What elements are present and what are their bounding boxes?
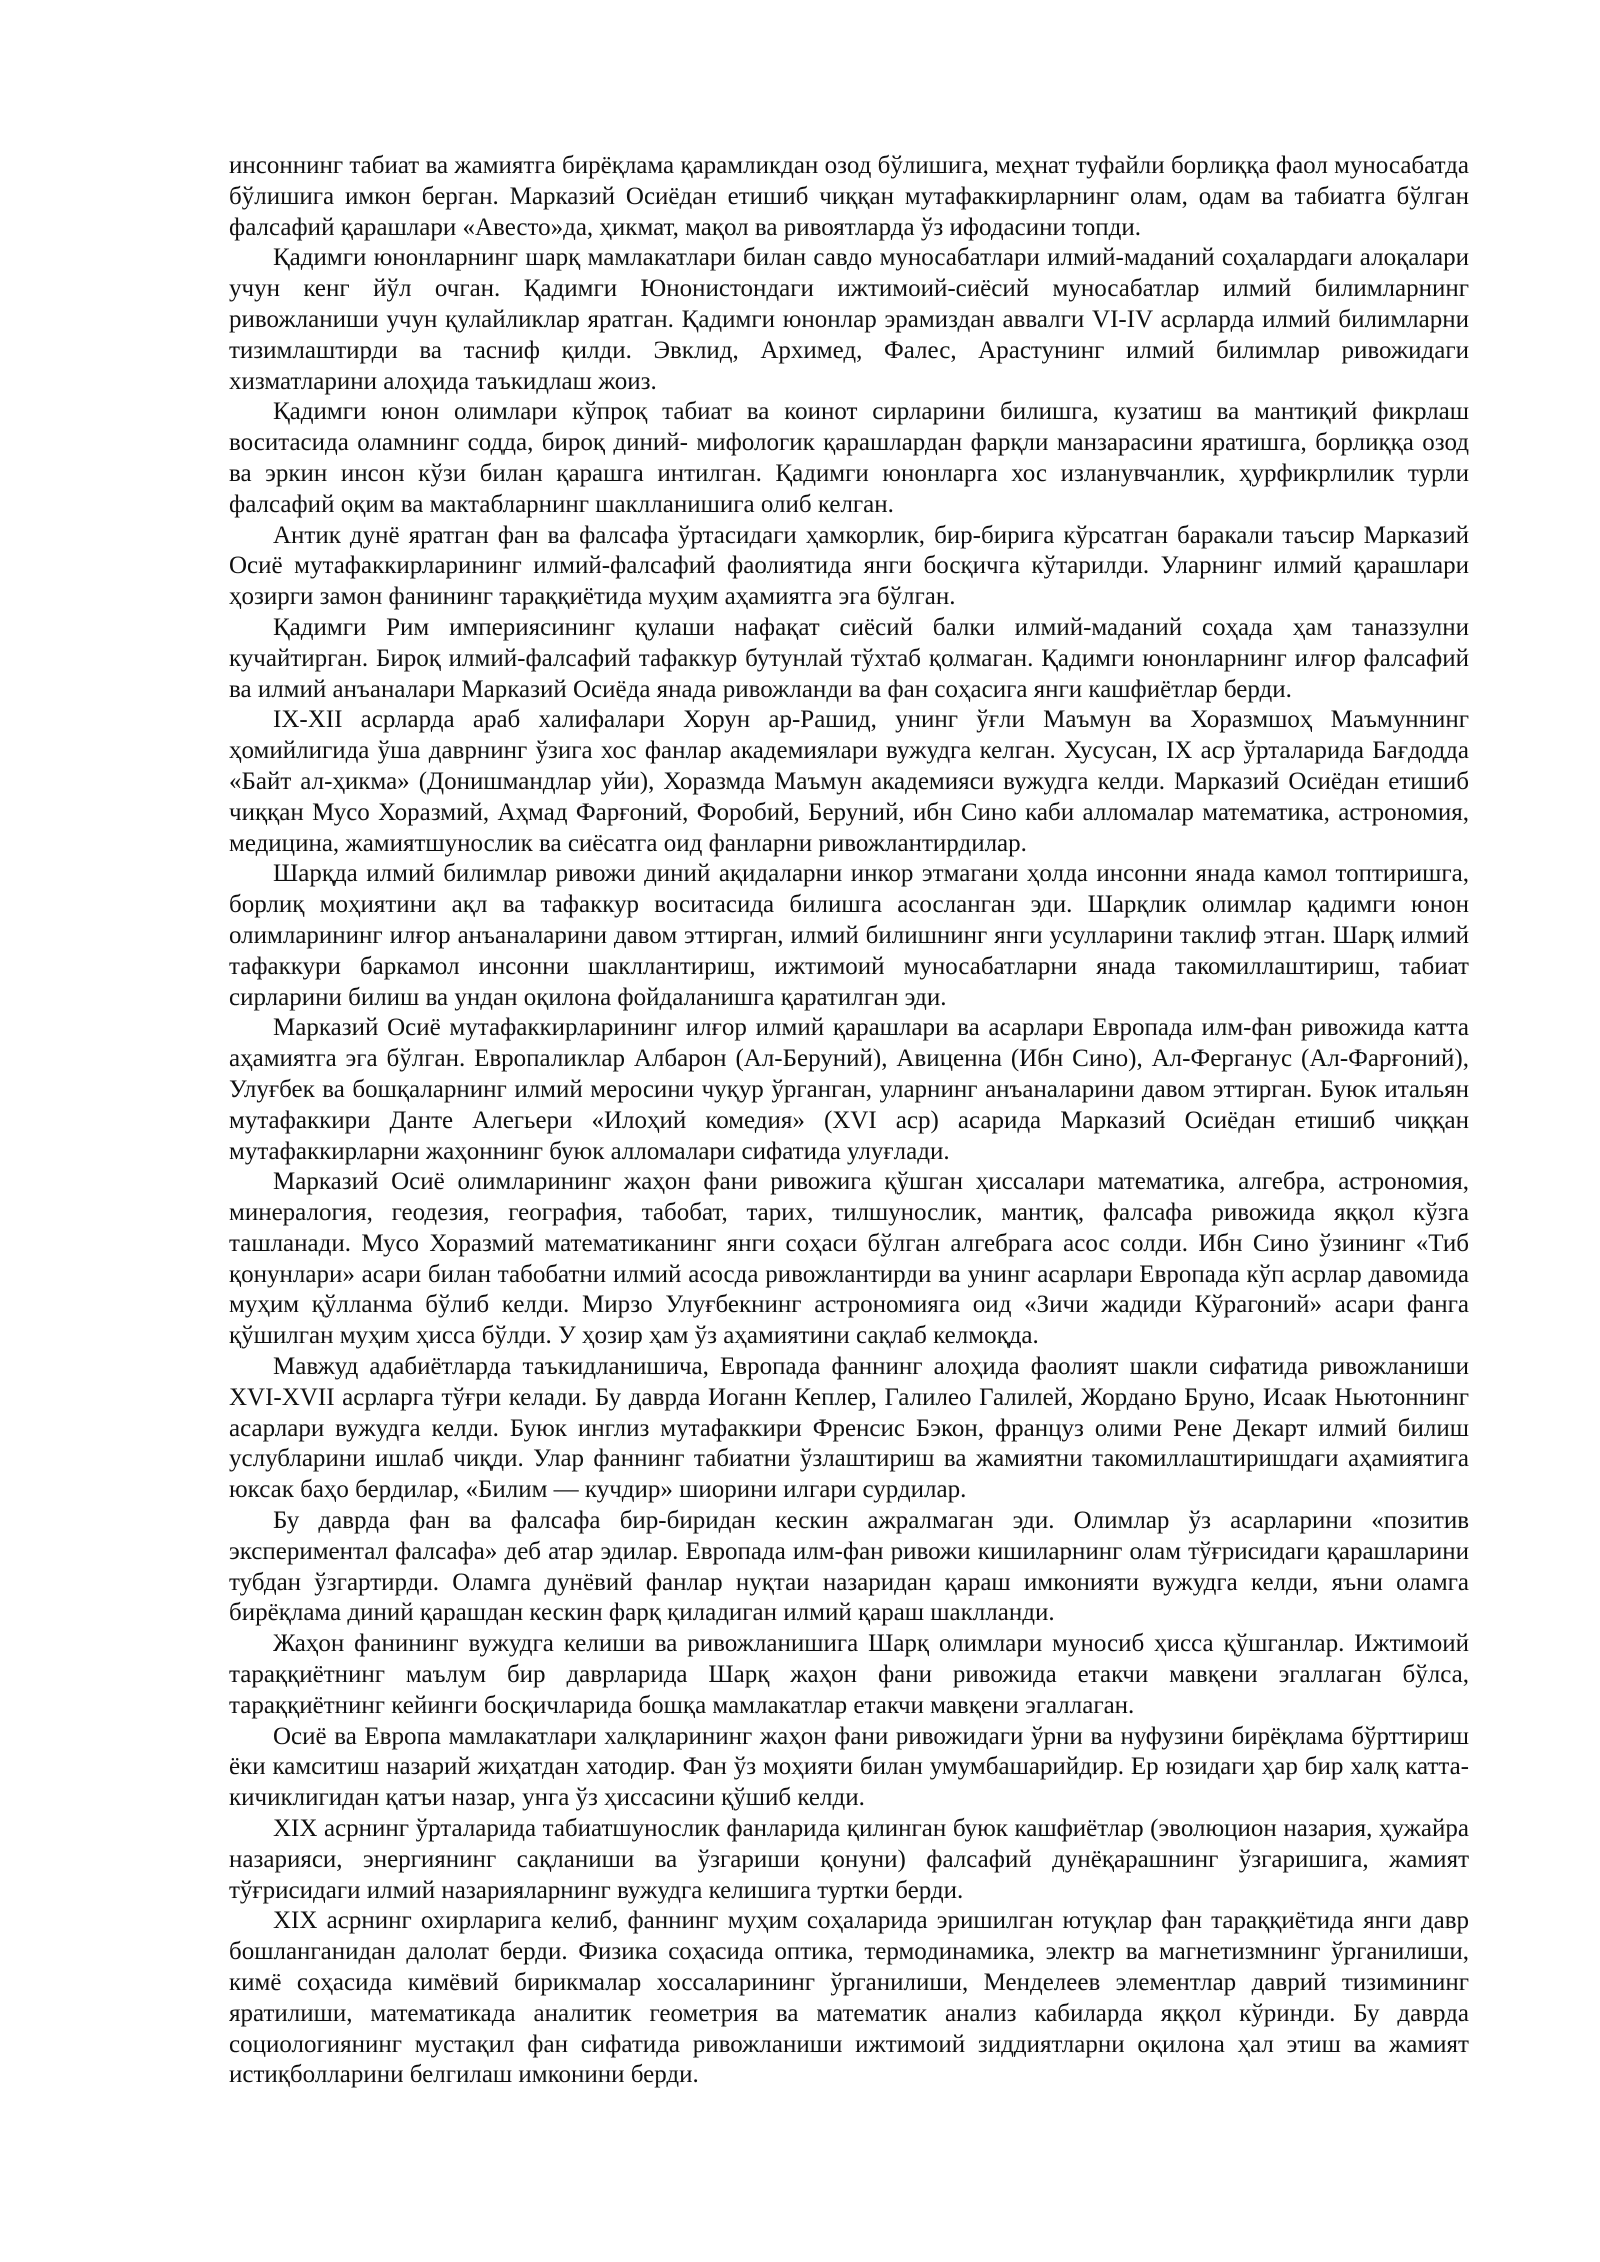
paragraph-7: Шарқда илмий билимлар ривожи диний ақидаларни инкор этмагани ҳолда инсонни янада камол топтиришга, борлиқ моҳиятини ақл ва тафаккур воситасида билишга асосланган эди. Шарқлик олимлар қадимги юнон олимларининг илғор анъаналарини давом эттирган, илмий билишнинг янги усулларини таклиф этган. Шарқ илмий тафаккури баркамол инсонни шакллантириш, ижтимоий муносабатларни янада такомиллаштириш, табиат сирларини билиш ва ундан оқилона фойдаланишга қаратилган эди. [229,860,1469,1011]
paragraph-4: Антик дунё яратган фан ва фалсафа ўртасидаги ҳамкорлик, бир-бирига кўрсатган баракали таъсир Марказий Осиё мутафаккирларининг илмий-фалсафий фаолиятида янги босқичга кўтарилди. Уларнинг илмий қарашлари ҳозирги замон фанининг тараққиётида муҳим аҳамиятга эга бўлган. [229,521,1469,611]
paragraph-14: XIX асрнинг ўрталарида табиатшунослик фанларида қилинган буюк кашфиётлар (эволюцион назария, ҳужайра назарияси, энергиянинг сақланиши ва ўзгариши қонуни) фалсафий дунёқарашнинг ўзгаришига, жамият тўғрисидаги илмий назарияларнинг вужудга келишига туртки берди. [229,1815,1469,1904]
document-page [229,151,1469,2091]
paragraph-2: Қадимги юнонларнинг шарқ мамлакатлари билан савдо муносабатлари илмий-маданий соҳалардаги алоқалари учун кенг йўл очган. Қадимги Юнонистондаги ижтимоий-сиёсий муносабатлар илмий билимларнинг ривожланиши учун қулайликлар яратган. Қадимги юнонлар эрамиздан аввалги VI-IV асрларда илмий билимларни тизимлаштирди ва тасниф қилди. Эвклид, Архимед, Фалес, Арастунинг илмий билимлар ривожидаги хизматларини алоҳида таъкидлаш жоиз. [229,244,1469,395]
paragraph-15: XIX асрнинг охирларига келиб, фаннинг муҳим соҳаларида эришилган ютуқлар фан тараққиётида янги давр бошланганидан далолат берди. Физика соҳасида оптика, термодинамика, электр ва магнетизмнинг ўрганилиши, кимё соҳасида кимёвий бирикмалар хоссаларининг ўрганилиши, Менделеев элементлар даврий тизимининг яратилиши, математикада аналитик геометрия ва математик анализ кабиларда яққол кўринди. Бу даврда социологиянинг мустақил фан сифатида ривожланиши ижтимоий зиддиятларни оқилона ҳал этиш ва жамият истиқболларини белгилаш имконини берди. [229,1907,1469,2089]
paragraph-8: Марказий Осиё мутафаккирларининг илғор илмий қарашлари ва асарлари Европада илм-фан ривожида катта аҳамиятга эга бўлган. Европаликлар Албарон (Ал-Беруний), Авиценна (Ибн Сино), Ал-Ферганус (Ал-Фарғоний), Улуғбек ва бошқаларнинг илмий меросини чуқур ўрганган, уларнинг анъаналарини давом эттирган. Буюк итальян мутафаккири Данте Алегьери «Илоҳий комедия» (XVI аср) асарида Марказий Осиёдан етишиб чиққан мутафаккирларни жаҳоннинг буюк алломалари сифатида улуғлади. [229,1014,1469,1165]
paragraph-10: Мавжуд адабиётларда таъкидланишича, Европада фаннинг алоҳида фаолият шакли сифатида ривожланиши XVI-XVII асрларга тўғри келади. Бу даврда Иоганн Кеплер, Галилео Галилей, Жордано Бруно, Исаак Ньютоннинг асарлари вужудга келди. Буюк инглиз мутафаккири Френсис Бэкон, француз олими Рене Декарт илмий билиш услубларини ишлаб чиқди. Улар фаннинг табиатни ўзлаштириш ва жамиятни такомиллаштиришдаги аҳамиятига юксак баҳо бердилар, «Билим — кучдир» шиорини илгари сурдилар. [229,1353,1469,1504]
paragraph-9: Марказий Осиё олимларининг жаҳон фани ривожига қўшган ҳиссалари математика, алгебра, астрономия, минералогия, геодезия, география, табобат, тарих, тилшунослик, мантиқ, фалсафа ривожида яққол кўзга ташланади. Мусо Хоразмий математиканинг янги соҳаси бўлган алгебрага асос солди. Ибн Сино ўзининг «Тиб қонунлари» асари билан табобатни илмий асосда ривожлантирди ва унинг асарлари Европада кўп асрлар давомида муҳим қўлланма бўлиб келди. Мирзо Улуғбекнинг астрономияга оид «Зичи жадиди Кўрагоний» асари фанга қўшилган муҳим ҳисса бўлди. У ҳозир ҳам ўз аҳамиятини сақлаб келмоқда. [229,1168,1469,1350]
paragraph-3: Қадимги юнон олимлари кўпроқ табиат ва коинот сирларини билишга, кузатиш ва мантиқий фикрлаш воситасида оламнинг содда, бироқ диний- мифологик қарашлардан фарқли манзарасини яратишга, борлиққа озод ва эркин инсон кўзи билан қарашга интилган. Қадимги юнонларга хос изланувчанлик, ҳурфикрлилик турли фалсафий оқим ва мактабларнинг шаклланишига олиб келган. [229,398,1469,518]
paragraph-6: IX-XII асрларда араб халифалари Хорун ар-Рашид, унинг ўғли Маъмун ва Хоразмшоҳ Маъмуннинг ҳомийлигида ўша даврнинг ўзига хос фанлар академиялари вужудга келган. Хусусан, IX аср ўрталарида Бағдодда «Байт ал-ҳикма» (Донишмандлар уйи), Хоразмда Маъмун академияси вужудга келди. Марказий Осиёдан етишиб чиққан Мусо Хоразмий, Аҳмад Фарғоний, Форобий, Беруний, ибн Сино каби алломалар математика, астрономия, медицина, жамиятшунослик ва сиёсатга оид фанларни ривожлантирдилар. [229,706,1469,857]
paragraph-11: Бу даврда фан ва фалсафа бир-биридан кескин ажралмаган эди. Олимлар ўз асарларини «позитив экспериментал фалсафа» деб атар эдилар. Европада илм-фан ривожи кишиларнинг олам тўғрисидаги қарашларини тубдан ўзгартирди. Оламга дунёвий фанлар нуқтаи назаридан қараш имконияти вужудга келди, яъни оламга бирёқлама диний қарашдан кескин фарқ қиладиган илмий қараш шаклланди. [229,1507,1469,1627]
paragraph-5: Қадимги Рим империясининг қулаши нафақат сиёсий балки илмий-маданий соҳада ҳам таназзулни кучайтирган. Бироқ илмий-фалсафий тафаккур бутунлай тўхтаб қолмаган. Қадимги юнонларнинг илғор фалсафий ва илмий анъаналари Марказий Осиёда янада ривожланди ва фан соҳасига янги кашфиётлар берди. [229,613,1469,703]
paragraph-12: Жаҳон фанининг вужудга келиши ва ривожланишига Шарқ олимлари муносиб ҳисса қўшганлар. Ижтимоий тараққиётнинг маълум бир даврларида Шарқ жаҳон фани ривожида етакчи мавқени эгаллаган бўлса, тараққиётнинг кейинги босқичларида бошқа мамлакатлар етакчи мавқени эгаллаган. [229,1630,1469,1719]
paragraph-13: Осиё ва Европа мамлакатлари халқларининг жаҳон фани ривожидаги ўрни ва нуфузини бирёқлама бўрттириш ёки камситиш назарий жиҳатдан хатодир. Фан ўз моҳияти билан умумбашарийдир. Ер юзидаги ҳар бир халқ катта-кичиклигидан қатъи назар, унга ўз ҳиссасини қўшиб келди. [229,1722,1469,1812]
paragraph-1: инсоннинг табиат ва жамиятга бирёқлама қарамликдан озод бўлишига, меҳнат туфайли борлиққа фаол муносабатда бўлишига имкон берган. Марказий Осиёдан етишиб чиққан мутафаккирларнинг олам, одам ва табиатга бўлган фалсафий қарашлари «Авесто»да, ҳикмат, мақол ва ривоятларда ўз ифодасини топди. [229,152,1469,241]
